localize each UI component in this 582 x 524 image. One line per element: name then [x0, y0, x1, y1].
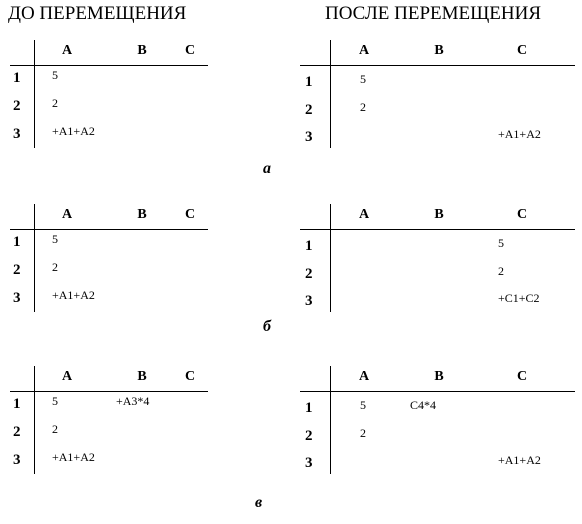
cell-a2: 2: [360, 426, 366, 440]
row-header-3: 3: [305, 293, 313, 309]
header-divider: [300, 229, 575, 230]
cell-a2: 2: [52, 422, 58, 436]
row-header-1: 1: [13, 234, 21, 250]
cell-c2: 2: [498, 264, 504, 278]
cell-a3: +A1+A2: [52, 450, 95, 464]
row-header-3: 3: [13, 452, 21, 468]
row-header-1: 1: [305, 74, 313, 90]
row-header-1: 1: [13, 70, 21, 86]
column-header-a: A: [358, 369, 370, 384]
caption-a: а: [263, 160, 271, 177]
cell-a2: 2: [360, 100, 366, 114]
row-header-divider: [34, 204, 35, 312]
row-header-1: 1: [305, 400, 313, 416]
row-header-divider: [330, 40, 331, 148]
cell-a3: +A1+A2: [52, 288, 95, 302]
header-divider: [300, 65, 575, 66]
column-header-c: C: [184, 369, 196, 384]
column-header-c: C: [516, 369, 528, 384]
heading-after: ПОСЛЕ ПЕРЕМЕЩЕНИЯ: [325, 3, 542, 24]
row-header-divider: [34, 366, 35, 474]
row-header-3: 3: [13, 126, 21, 142]
cell-c3: +A1+A2: [498, 127, 541, 141]
column-header-b: B: [137, 43, 147, 58]
header-divider: [10, 229, 208, 230]
row-header-3: 3: [305, 129, 313, 145]
column-header-b: B: [434, 43, 444, 58]
row-header-3: 3: [305, 455, 313, 471]
column-header-c: C: [516, 207, 528, 222]
table-before-b: [10, 204, 210, 314]
cell-c1: 5: [498, 236, 504, 250]
cell-a1: 5: [360, 398, 366, 412]
row-header-2: 2: [13, 98, 21, 114]
column-header-c: C: [184, 207, 196, 222]
cell-c3: +C1+C2: [498, 291, 540, 305]
cell-a1: 5: [52, 68, 58, 82]
caption-c: в: [255, 494, 263, 511]
caption-b: б: [263, 318, 271, 335]
column-header-a: A: [61, 43, 73, 58]
column-header-b: B: [434, 207, 444, 222]
cell-a1: 5: [360, 72, 366, 86]
table-before-c: [10, 366, 210, 476]
column-header-a: A: [61, 369, 73, 384]
row-header-2: 2: [305, 102, 313, 118]
column-header-c: C: [516, 43, 528, 58]
header-divider: [10, 391, 208, 392]
table-after-a: [300, 40, 575, 150]
row-header-divider: [330, 204, 331, 312]
row-header-1: 1: [305, 238, 313, 254]
cell-a2: 2: [52, 260, 58, 274]
column-header-a: A: [61, 207, 73, 222]
column-header-b: B: [137, 369, 147, 384]
column-header-b: B: [137, 207, 147, 222]
cell-b1: C4*4: [410, 398, 437, 412]
column-header-b: B: [434, 369, 444, 384]
heading-before: ДО ПЕРЕМЕЩЕНИЯ: [8, 3, 187, 24]
row-header-2: 2: [13, 262, 21, 278]
row-header-2: 2: [305, 266, 313, 282]
cell-b1: +A3*4: [116, 394, 150, 408]
cell-c3: +A1+A2: [498, 453, 541, 467]
row-header-3: 3: [13, 290, 21, 306]
cell-a3: +A1+A2: [52, 124, 95, 138]
column-header-a: A: [358, 43, 370, 58]
header-divider: [10, 65, 208, 66]
row-header-divider: [330, 366, 331, 474]
table-before-a: [10, 40, 210, 150]
row-header-2: 2: [13, 424, 21, 440]
table-after-b: [300, 204, 575, 314]
column-header-c: C: [184, 43, 196, 58]
row-header-2: 2: [305, 428, 313, 444]
cell-a1: 5: [52, 232, 58, 246]
cell-a1: 5: [52, 394, 58, 408]
row-header-divider: [34, 40, 35, 148]
header-divider: [300, 391, 575, 392]
cell-a2: 2: [52, 96, 58, 110]
row-header-1: 1: [13, 396, 21, 412]
column-header-a: A: [358, 207, 370, 222]
table-after-c: [300, 366, 575, 476]
